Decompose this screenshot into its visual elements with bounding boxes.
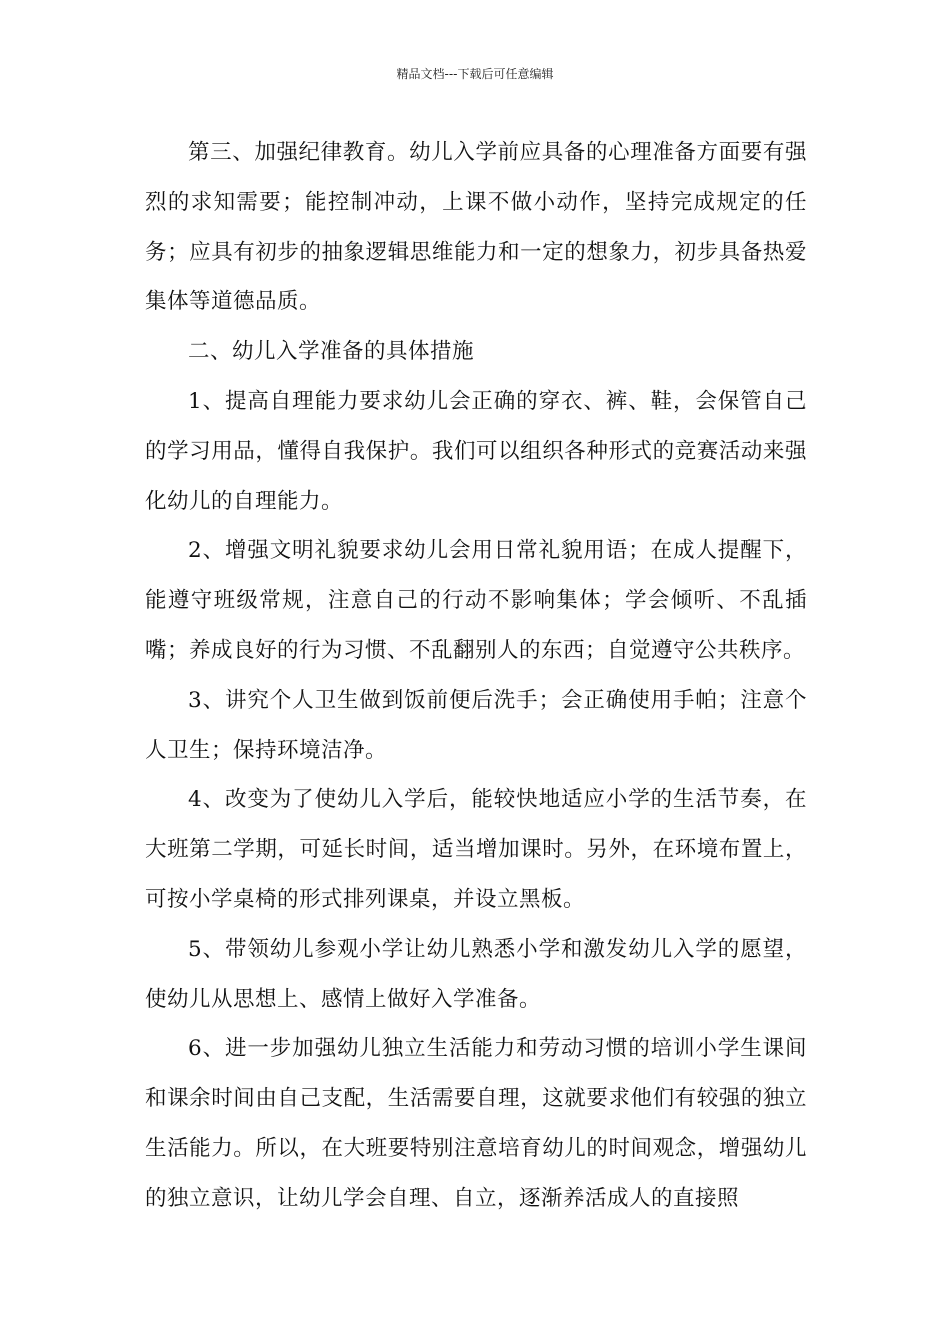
paragraph-manners: 2、增强文明礼貌要求幼儿会用日常礼貌用语；在成人提醒下，能遵守班级常规，注意自己的行动不影响集体；学会倾听、不乱插嘴；养成良好的行为习惯、不乱翻别人的东西；自觉遵守公共秩序。 bbox=[145, 538, 807, 663]
paragraph-self-care: 1、提高自理能力要求幼儿会正确的穿衣、裤、鞋，会保管自己的学习用品，懂得自我保护。我们可以组织各种形式的竞赛活动来强化幼儿的自理能力。 bbox=[145, 388, 807, 514]
paragraph-discipline-education: 第三、加强纪律教育。幼儿入学前应具备的心理准备方面要有强烈的求知需要；能控制冲动，上课不做小动作，坚持完成规定的任务；应具有初步的抽象逻辑思维能力和一定的想象力，初步具备热爱集体等道德品质。 bbox=[145, 140, 807, 315]
paragraph-schedule-change: 4、改变为了使幼儿入学后，能较快地适应小学的生活节奏，在大班第二学期，可延长时间，适当增加课时。另外，在环境布置上，可按小学桌椅的形式排列课桌，并设立黑板。 bbox=[145, 787, 807, 912]
paragraph-hygiene: 3、讲究个人卫生做到饭前便后洗手；会正确使用手帕；注意个人卫生；保持环境洁净。 bbox=[145, 687, 807, 763]
section-heading-measures: 二、幼儿入学准备的具体措施 bbox=[188, 339, 475, 365]
page-header: 精品文档---下载后可任意编辑 bbox=[396, 67, 554, 81]
paragraph-school-visit: 5、带领幼儿参观小学让幼儿熟悉小学和激发幼儿入学的愿望，使幼儿从思想上、感情上做好入学准备。 bbox=[145, 936, 807, 1012]
paragraph-independence: 6、进一步加强幼儿独立生活能力和劳动习惯的培训小学生课间和课余时间由自己支配，生活需要自理，这就要求他们有较强的独立生活能力。所以，在大班要特别注意培育幼儿的时间观念，增强幼儿的独立意识，让幼儿学会自理、自立，逐渐养活成人的直接照 bbox=[145, 1036, 807, 1211]
document-body bbox=[145, 128, 807, 1224]
